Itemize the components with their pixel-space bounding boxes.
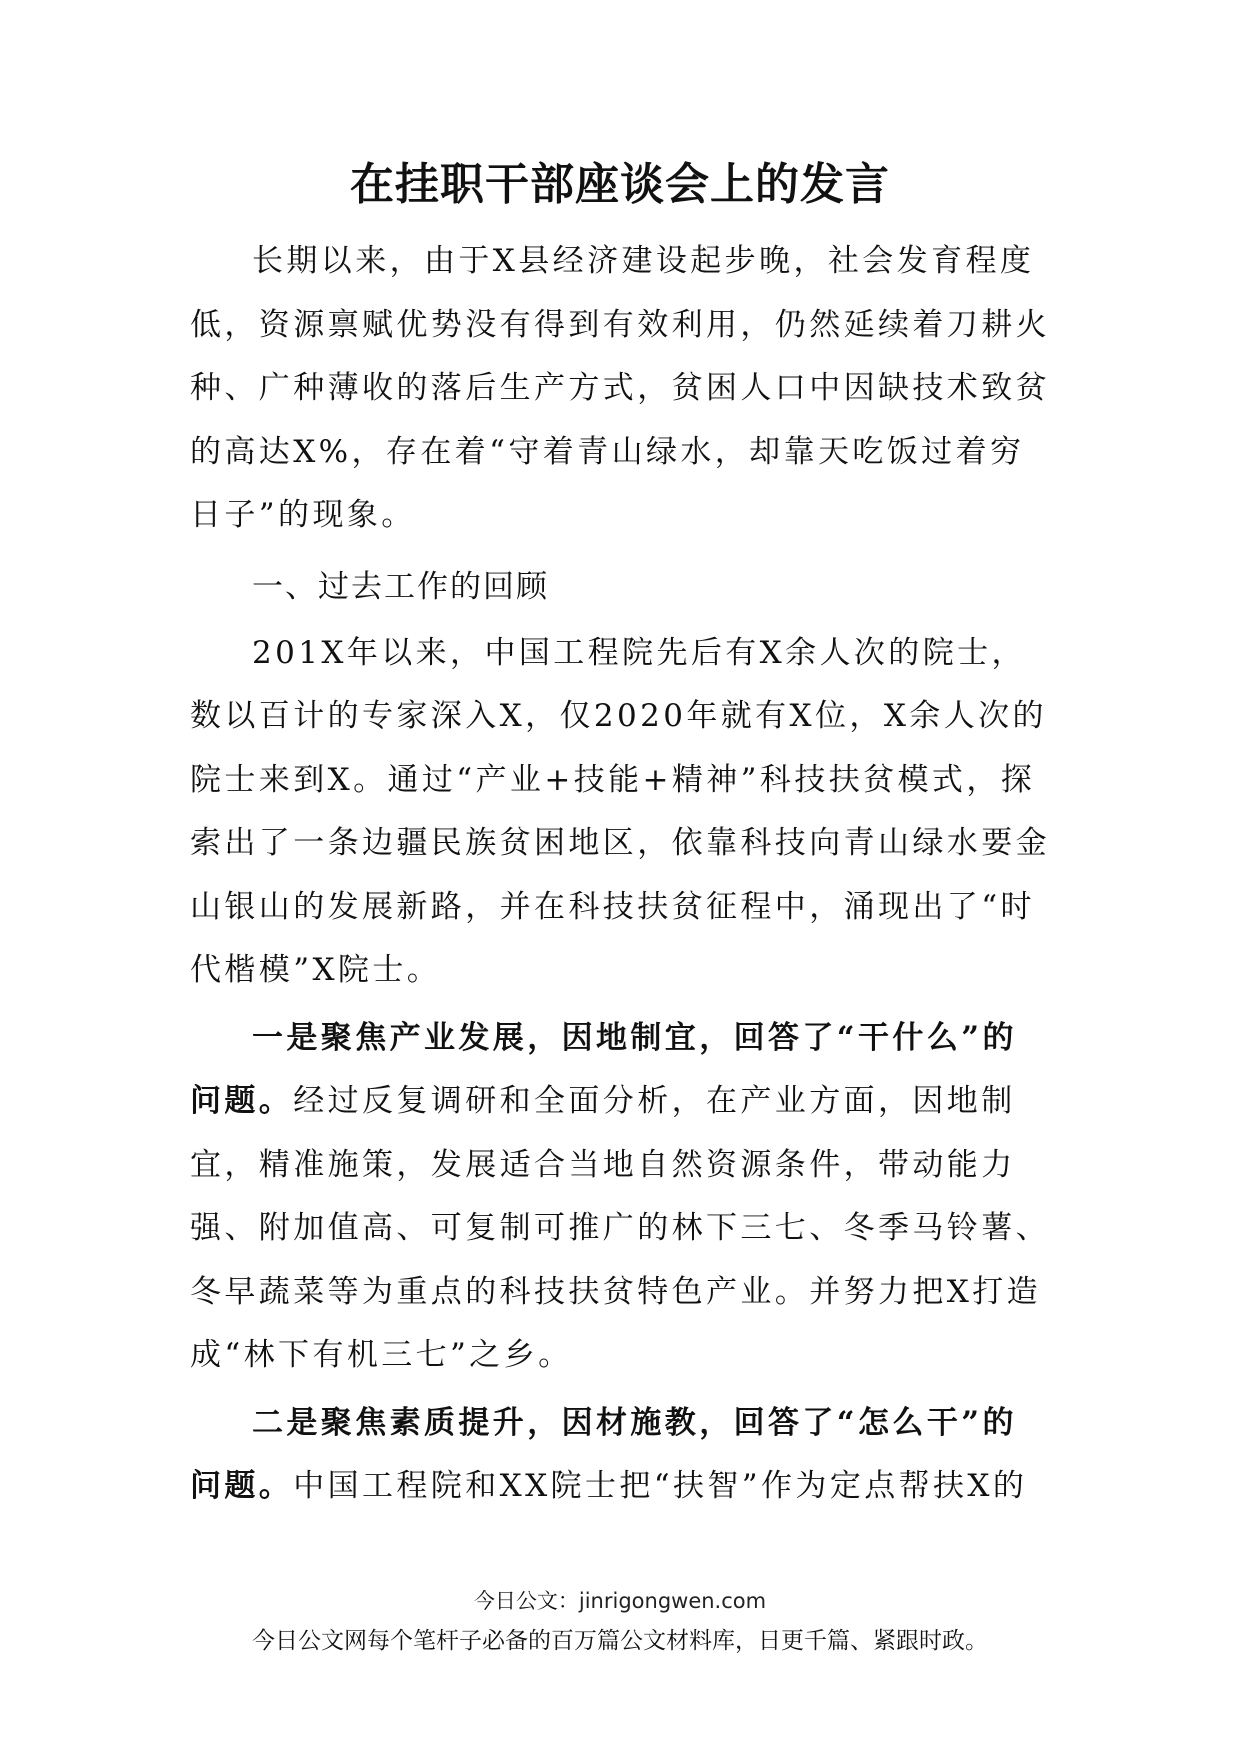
- footer-tagline: 今日公文网每个笔杆子必备的百万篇公文材料库，日更千篇、紧跟时政。: [252, 1628, 988, 1654]
- paragraph-intro: 长期以来，由于X县经济建设起步晚，社会发育程度低，资源禀赋优势没有得到有效利用，仍然延续着刀耕火种、广种薄收的落后生产方式，贫困人口中因缺技术致贫的高达X%，存在着“守着青山绿水，却靠天吃饭过着穷日子”的现象。: [190, 243, 1050, 533]
- footer-site-line: [0, 1586, 1240, 1616]
- section-heading: 一、过去工作的回顾: [252, 568, 549, 605]
- paragraph-point-1: [190, 1007, 1050, 1388]
- footer-site-link[interactable]: jinrigongwen.com: [578, 1589, 767, 1613]
- point-1-text: 经过反复调研和全面分析，在产业方面，因地制宜，精准施策，发展适合当地自然资源条件，带动能力强、附加值高、可复制可推广的林下三七、冬季马铃薯、冬早蔬菜等为重点的科技扶贫特色产业。并努力把X打造成“林下有机三七”之乡。: [190, 1083, 1050, 1373]
- paragraph-review: 201X年以来，中国工程院先后有X余人次的院士，数以百计的专家深入X，仅2020年就有X位，X余人次的院士来到X。通过“产业+技能+精神”科技扶贫模式，探索出了一条边疆民族贫困地区，依靠科技向青山绿水要金山银山的发展新路，并在科技扶贫征程中，涌现出了“时代楷模”X院士。: [190, 634, 1050, 988]
- footer-site-label: 今日公文：: [473, 1589, 579, 1613]
- point-1-lead: 一是聚焦产业发展，因地制宜，回答了“干什么”的问题。: [190, 1019, 1017, 1119]
- point-2-text: 中国工程院和XX院士把“扶智”作为定点帮扶X的: [293, 1468, 1028, 1504]
- document-title: 在挂职干部座谈会上的发言: [350, 159, 890, 210]
- point-2-lead: 二是聚焦素质提升，因材施教，回答了“怎么干”的问题。: [190, 1404, 1017, 1504]
- document-body: [190, 230, 1050, 1519]
- paragraph-point-2: [190, 1392, 1050, 1519]
